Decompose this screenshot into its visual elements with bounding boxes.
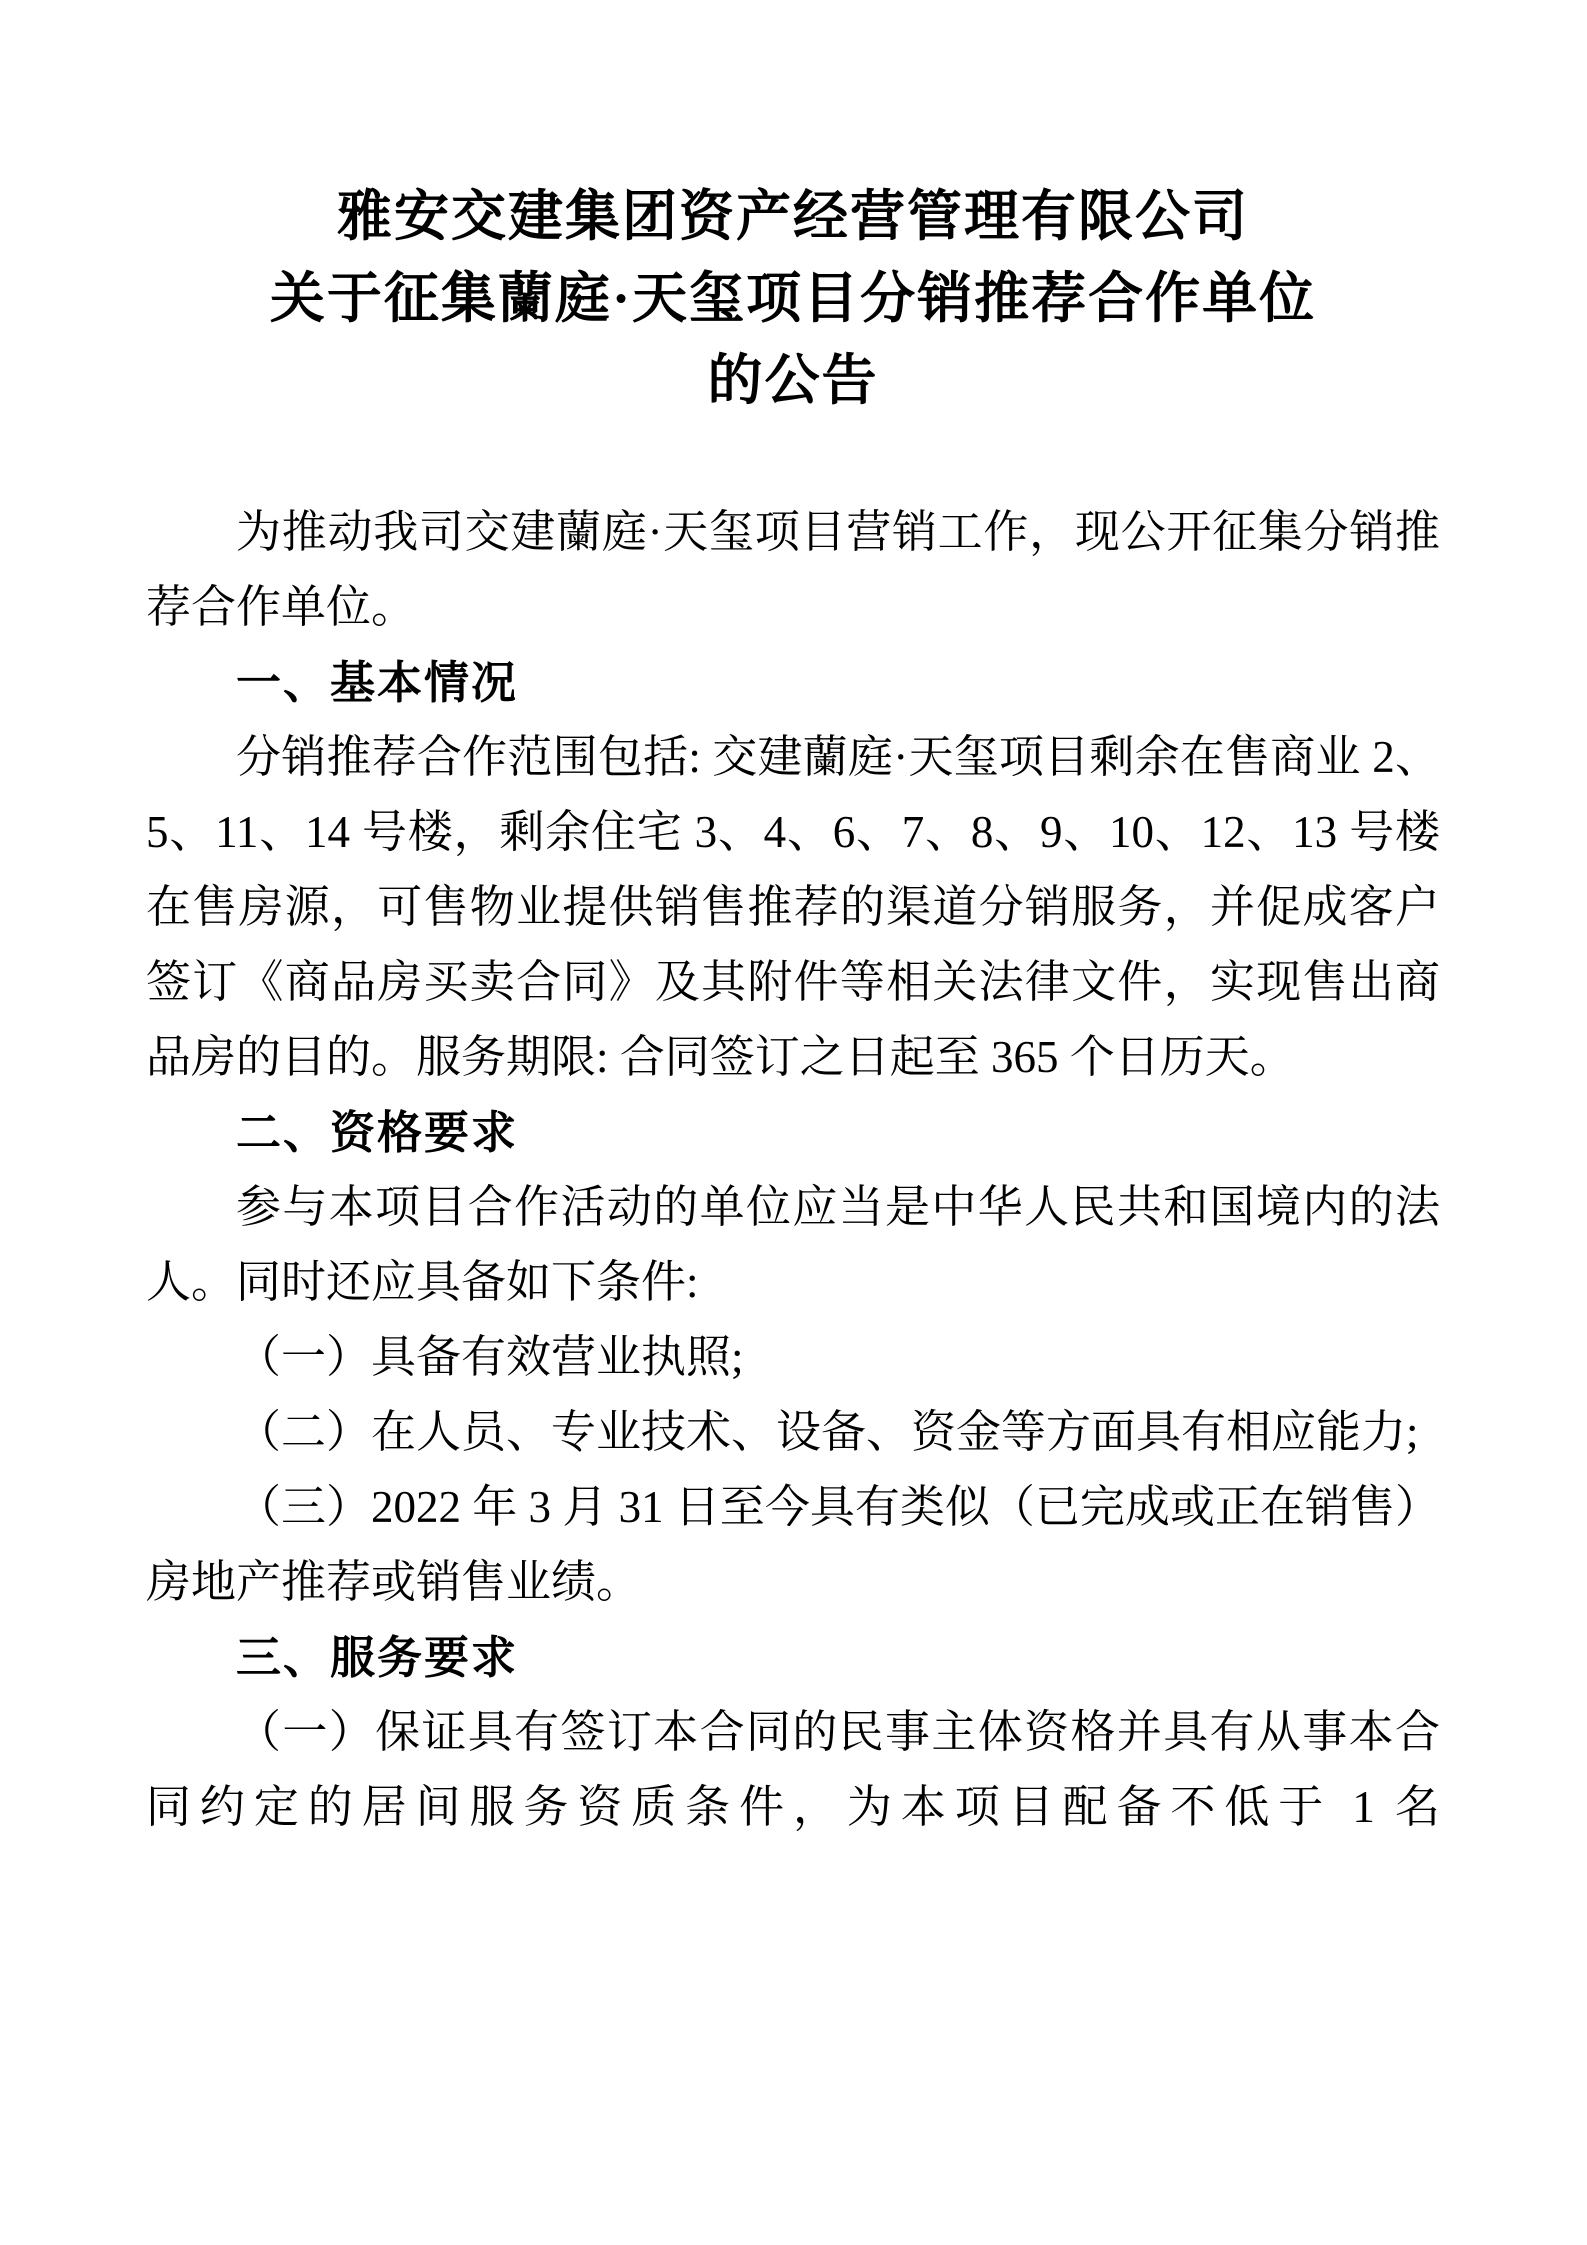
heading-qualification-requirements: 二、资格要求 <box>236 1107 519 1158</box>
paragraph-scope-of-cooperation: 分销推荐合作范围包括: 交建蘭庭·天玺项目剩余在售商业 2、5、11、14 号楼，剩余住宅 3、4、6、7、8、9、10、12、13 号楼在售房源，可售物业提供销售推荐的渠道分销服务，并促成客户签订《商品房买卖合同》及其附件等相关法律文件，实现售出商品房的目的。服务期限: 合同签订之日起至 365 个日历天。 <box>146 732 1440 1082</box>
title-line-3: 的公告 <box>707 350 879 411</box>
document-content <box>146 0 1440 1845</box>
heading-service-requirements: 三、服务要求 <box>236 1632 519 1683</box>
document-title <box>146 176 1440 422</box>
paragraph-condition-2: （二）在人员、专业技术、设备、资金等方面具有相应能力; <box>236 1407 1419 1457</box>
paragraph-service-requirement-1: （一）保证具有签订本合同的民事主体资格并具有从事本合同约定的居间服务资质条件，为本项目配备不低于 1 名 <box>146 1707 1440 1832</box>
heading-basic-information: 一、基本情况 <box>236 657 519 708</box>
title-line-2: 关于征集蘭庭·天玺项目分销推荐合作单位 <box>269 268 1317 329</box>
paragraph-condition-3: （三）2022 年 3 月 31 日至今具有类似（已完成或正在销售）房地产推荐或销售业绩。 <box>146 1482 1440 1607</box>
paragraph-condition-1: （一）具备有效营业执照; <box>236 1332 744 1382</box>
document-body <box>146 495 1440 1845</box>
title-line-1: 雅安交建集团资产经营管理有限公司 <box>336 186 1249 247</box>
paragraph-intro: 为推动我司交建蘭庭·天玺项目营销工作，现公开征集分销推荐合作单位。 <box>146 507 1440 632</box>
paragraph-qualification-intro: 参与本项目合作活动的单位应当是中华人民共和国境内的法人。同时还应具备如下条件: <box>146 1182 1440 1307</box>
